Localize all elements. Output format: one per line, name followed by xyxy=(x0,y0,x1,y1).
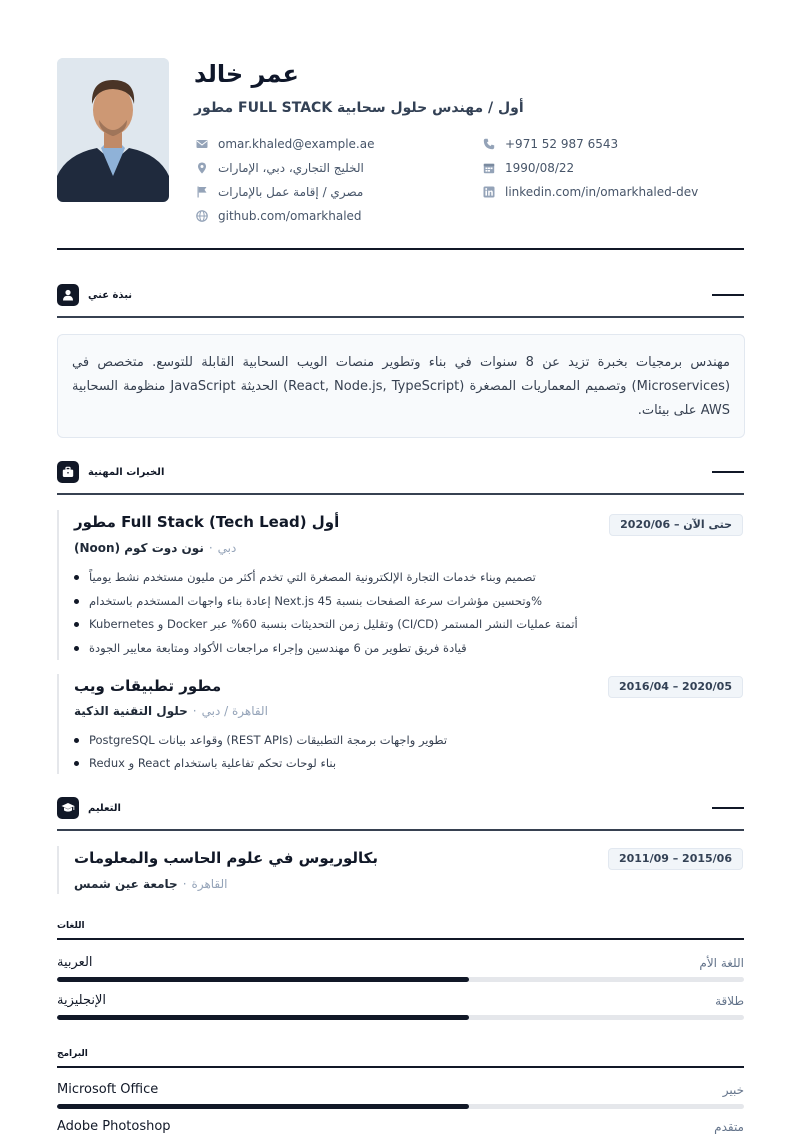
language-level-fill xyxy=(57,977,469,982)
contact-nationality-text: مصري / إقامة عمل بالإمارات xyxy=(218,185,364,199)
contact-github[interactable] xyxy=(196,208,362,224)
separator-dot: · xyxy=(182,877,187,891)
degree-title: بكالوريوس في علوم الحاسب والمعلومات xyxy=(74,849,379,867)
software-level-bar xyxy=(57,1104,744,1109)
software-item xyxy=(57,1082,744,1097)
software-item xyxy=(57,1119,744,1134)
software-level: متقدم xyxy=(714,1119,744,1134)
contact-email[interactable] xyxy=(196,136,374,152)
language-name: العربية xyxy=(57,955,93,970)
timeline-bar xyxy=(57,510,59,660)
linkedin-icon xyxy=(483,186,495,198)
job-date: حتى الآن – 2020/06 xyxy=(609,514,743,536)
full-name: عمر خالد xyxy=(194,60,299,88)
job-bullet: قيادة فريق تطوير من 6 مهندسين وإجراء مراجعات الأكواد ومتابعة معايير الجودة xyxy=(74,640,467,656)
language-level-bar xyxy=(57,1015,744,1020)
about-section-dash xyxy=(712,294,744,296)
school-location: القاهرة xyxy=(191,877,228,891)
education-section-rule xyxy=(57,829,744,831)
separator-dot: · xyxy=(192,704,197,718)
contact-phone-text: +971 52 987 6543 xyxy=(505,137,619,151)
about-section-rule xyxy=(57,316,744,318)
job-bullet: PostgreSQL وقواعد بيانات (REST APIs) تطوير واجهات برمجة التطبيقات xyxy=(74,732,447,748)
briefcase-icon xyxy=(57,461,79,483)
experience-section-dash xyxy=(712,471,744,473)
language-level-fill xyxy=(57,1015,469,1020)
user-icon xyxy=(57,284,79,306)
graduation-cap-icon xyxy=(57,797,79,819)
about-section-header xyxy=(57,284,132,306)
language-level: طلاقة xyxy=(715,993,744,1008)
summary-box xyxy=(57,334,745,438)
globe-icon xyxy=(196,210,208,222)
contact-phone[interactable] xyxy=(483,136,618,152)
map-pin-icon xyxy=(196,162,208,174)
language-name: الإنجليزية xyxy=(57,993,107,1008)
experience-section-title: الخبرات المهنية xyxy=(88,466,165,478)
software-level-fill xyxy=(57,1104,469,1109)
language-item xyxy=(57,993,744,1008)
job-role: مطور تطبيقات ويب xyxy=(74,677,222,695)
language-level: اللغة الأم xyxy=(699,955,744,970)
job-location: القاهرة / دبي xyxy=(201,704,268,718)
contact-github-text: github.com/omarkhaled xyxy=(218,209,362,223)
summary-text: مهندس برمجيات بخبرة تزيد عن 8 سنوات في بناء وتطوير منصات الويب السحابية القابلة للتوسع. متخصص في (Microservices) وتصميم المعماريات المصغرة (React, Node.js, TypeScript) الحديثة JavaScript منظومة السحابية AWS على بيئات. xyxy=(72,355,731,418)
contact-email-text: omar.khaled@example.ae xyxy=(218,137,375,151)
contact-linkedin-text: linkedin.com/in/omarkhaled-dev xyxy=(505,185,699,199)
calendar-icon xyxy=(483,162,495,174)
education-school-line xyxy=(74,877,227,891)
job-company: نون دوت كوم (Noon) xyxy=(74,541,204,555)
experience-section-rule xyxy=(57,493,744,495)
contact-birthdate-text: 1990/08/22 xyxy=(505,161,575,175)
job-bullet: Redux و React بناء لوحات تحكم تفاعلية باستخدام xyxy=(74,755,336,771)
school-name: جامعة عين شمس xyxy=(74,877,178,891)
software-title: البرامج xyxy=(57,1049,88,1059)
envelope-icon xyxy=(196,138,208,150)
header-divider xyxy=(57,248,744,250)
contact-nationality xyxy=(196,184,363,200)
timeline-bar xyxy=(57,846,59,894)
job-company: حلول التقنية الذكية xyxy=(74,704,188,718)
contact-linkedin[interactable] xyxy=(483,184,698,200)
education-date: 2011/09 – 2015/06 xyxy=(608,848,743,870)
person-photo-icon xyxy=(57,58,169,202)
job-role: أول (Tech Lead) Full Stack مطور xyxy=(74,513,340,531)
software-rule xyxy=(57,1066,744,1068)
contact-address xyxy=(196,160,364,176)
software-name: Adobe Photoshop xyxy=(57,1119,171,1134)
languages-rule xyxy=(57,938,744,940)
profile-photo xyxy=(57,58,169,202)
phone-icon xyxy=(483,138,495,150)
job-title: أول / مهندس حلول سحابية FULL STACK مطور xyxy=(194,100,524,116)
job-company-line xyxy=(74,541,236,555)
languages-title: اللغات xyxy=(57,921,85,931)
job-bullet: %وتحسين مؤشرات سرعة الصفحات بنسبة 45 Next.js إعادة بناء واجهات المستخدم باستخدام xyxy=(74,593,542,609)
job-company-line xyxy=(74,704,268,718)
education-section-title: التعليم xyxy=(88,802,121,814)
job-bullet: Kubernetes و Docker وتقليل زمن التحديثات بنسبة 60% عبر (CI/CD) أتمتة عمليات النشر المستمر xyxy=(74,616,578,632)
job-date: 2016/04 – 2020/05 xyxy=(608,676,743,698)
flag-icon xyxy=(196,186,208,198)
language-level-bar xyxy=(57,977,744,982)
education-section-header xyxy=(57,797,121,819)
experience-section-header xyxy=(57,461,164,483)
about-section-title: نبذة عني xyxy=(88,289,133,301)
language-item xyxy=(57,955,744,970)
separator-dot: · xyxy=(208,541,213,555)
timeline-bar xyxy=(57,674,59,774)
software-name: Microsoft Office xyxy=(57,1082,159,1097)
contact-birthdate xyxy=(483,160,574,176)
contact-address-text: الخليج التجاري، دبي، الإمارات xyxy=(218,161,364,175)
education-section-dash xyxy=(712,807,744,809)
job-location: دبي xyxy=(217,541,237,555)
software-level: خبير xyxy=(722,1082,744,1097)
job-bullet: تصميم وبناء خدمات التجارة الإلكترونية المصغرة التي تخدم أكثر من مليون مستخدم نشط يومياً xyxy=(74,569,536,585)
